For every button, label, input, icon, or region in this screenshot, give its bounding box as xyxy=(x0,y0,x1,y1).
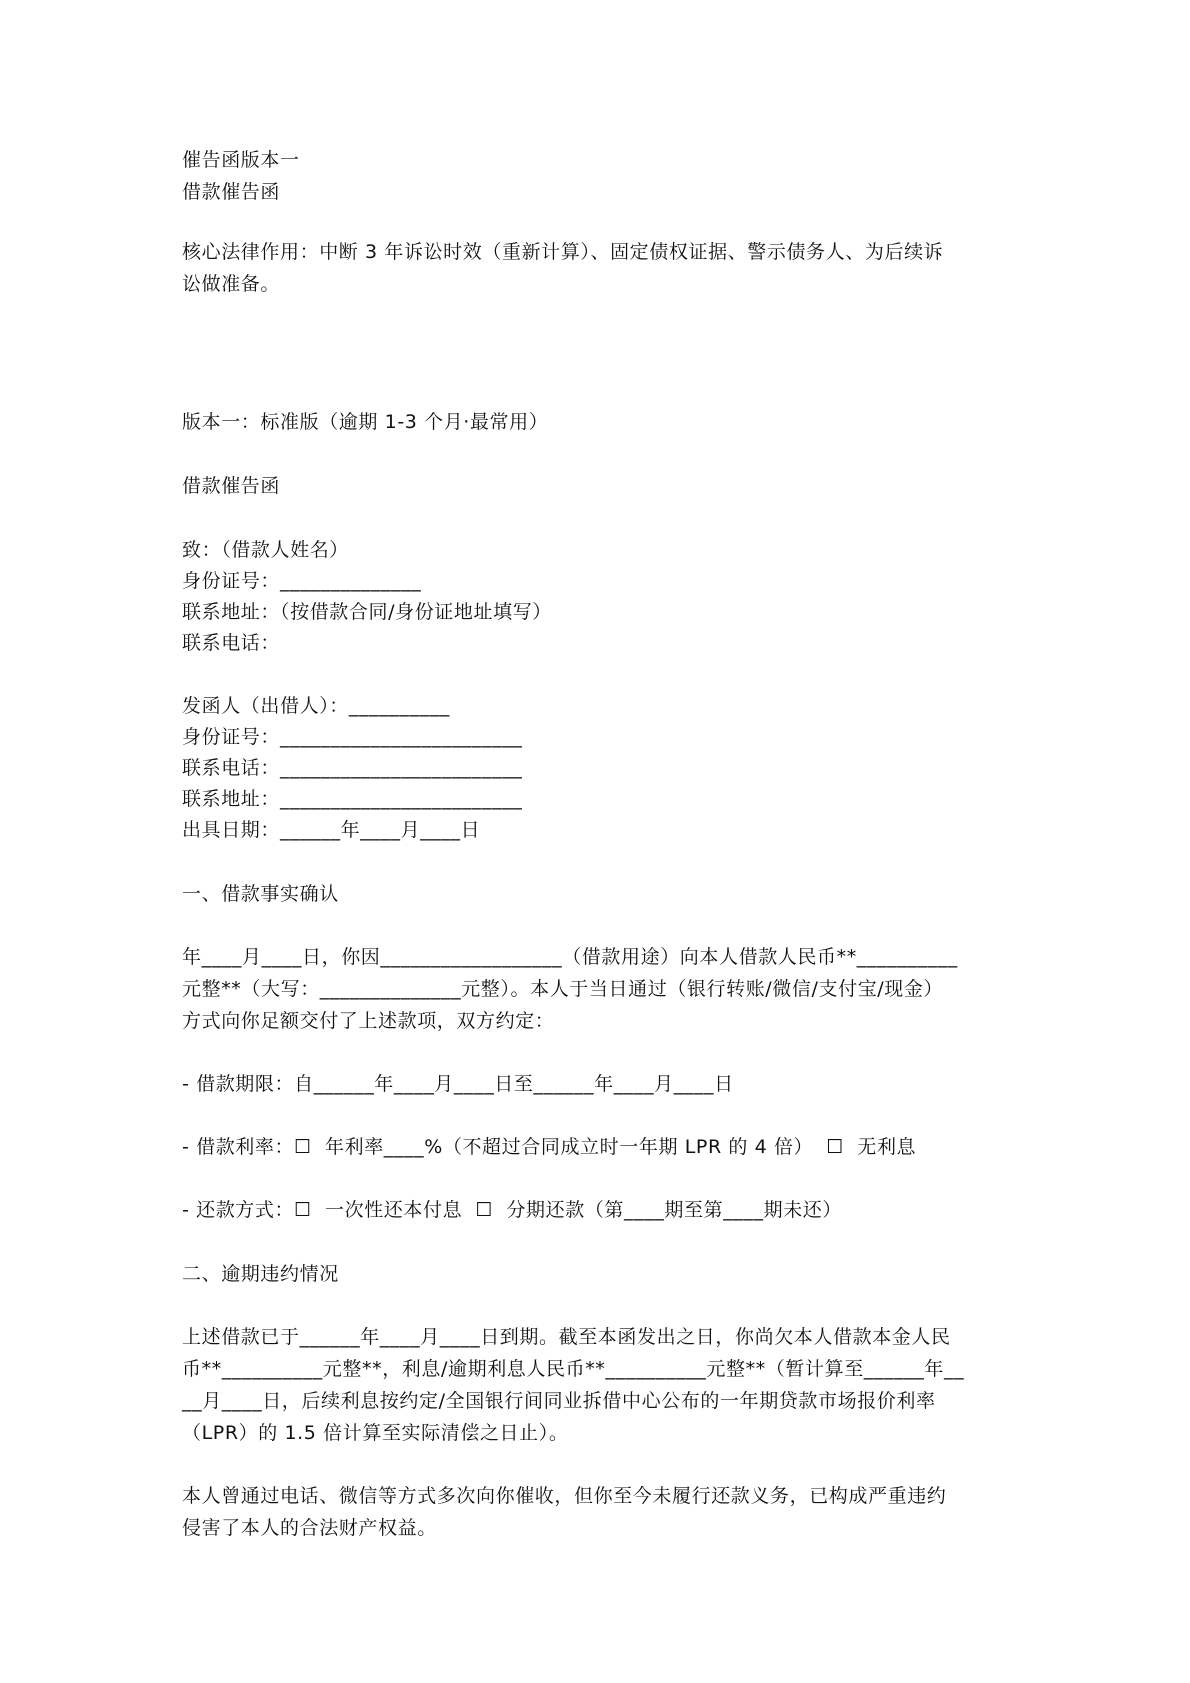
paragraph-line: 元整**（大写：______________元整）。本人于当日通过（银行转账/微信/支付宝/现金） xyxy=(182,978,944,1000)
paragraph-line: 上述借款已于______年____月____日到期。截至本函发出之日，你尚欠本人借款本金人民 xyxy=(182,1326,951,1348)
recipient-address: 联系地址：（按借款合同/身份证地址填写） xyxy=(182,601,552,623)
document-subheading: 借款催告函 xyxy=(182,181,281,203)
sender-name: 发函人（出借人）：__________ xyxy=(182,695,450,717)
section-title: 二、逾期违约情况 xyxy=(182,1263,339,1285)
paragraph-line: 侵害了本人的合法财产权益。 xyxy=(182,1517,437,1539)
core-effect-line: 讼做准备。 xyxy=(182,273,281,295)
recipient-id: 身份证号：______________ xyxy=(182,570,422,592)
paragraph-line: （LPR）的 1.5 倍计算至实际清偿之日止）。 xyxy=(182,1422,569,1444)
core-effect-line: 核心法律作用：中断 3 年诉讼时效（重新计算）、固定债权证据、警示债务人、为后续诉 xyxy=(182,241,944,263)
recipient-name: 致：（借款人姓名） xyxy=(182,539,349,561)
letter-title: 借款催告函 xyxy=(182,475,281,497)
document-heading: 催告函版本一 xyxy=(182,149,300,171)
sender-address: 联系地址：________________________ xyxy=(182,788,523,810)
paragraph-line: 年____月____日，你因__________________（借款用途）向本人借款人民币**__________ xyxy=(182,946,958,968)
paragraph-line: 方式向你足额交付了上述款项，双方约定： xyxy=(182,1010,555,1032)
version-title: 版本一：标准版（逾期 1-3 个月·最常用） xyxy=(182,411,549,433)
sender-phone: 联系电话：________________________ xyxy=(182,757,523,779)
loan-term-line: - 借款期限：自______年____月____日至______年____月____日 xyxy=(182,1073,734,1095)
section-title: 一、借款事实确认 xyxy=(182,883,339,905)
loan-rate-line: - 借款利率：☐ 年利率____%（不超过合同成立时一年期 LPR 的 4 倍） ☐ 无利息 xyxy=(182,1136,917,1158)
repayment-line: - 还款方式：☐ 一次性还本付息 ☐ 分期还款（第____期至第____期未还） xyxy=(182,1199,843,1221)
paragraph-line: __月____日，后续利息按约定/全国银行间同业拆借中心公布的一年期贷款市场报价利率 xyxy=(182,1390,936,1412)
issue-date: 出具日期：______年____月____日 xyxy=(182,819,481,841)
paragraph-line: 币**__________元整**，利息/逾期利息人民币**__________元整**（暂计算至______年__ xyxy=(182,1358,965,1380)
recipient-phone: 联系电话： xyxy=(182,632,281,654)
sender-id: 身份证号：________________________ xyxy=(182,726,523,748)
paragraph-line: 本人曾通过电话、微信等方式多次向你催收，但你至今未履行还款义务，已构成严重违约 xyxy=(182,1485,947,1507)
